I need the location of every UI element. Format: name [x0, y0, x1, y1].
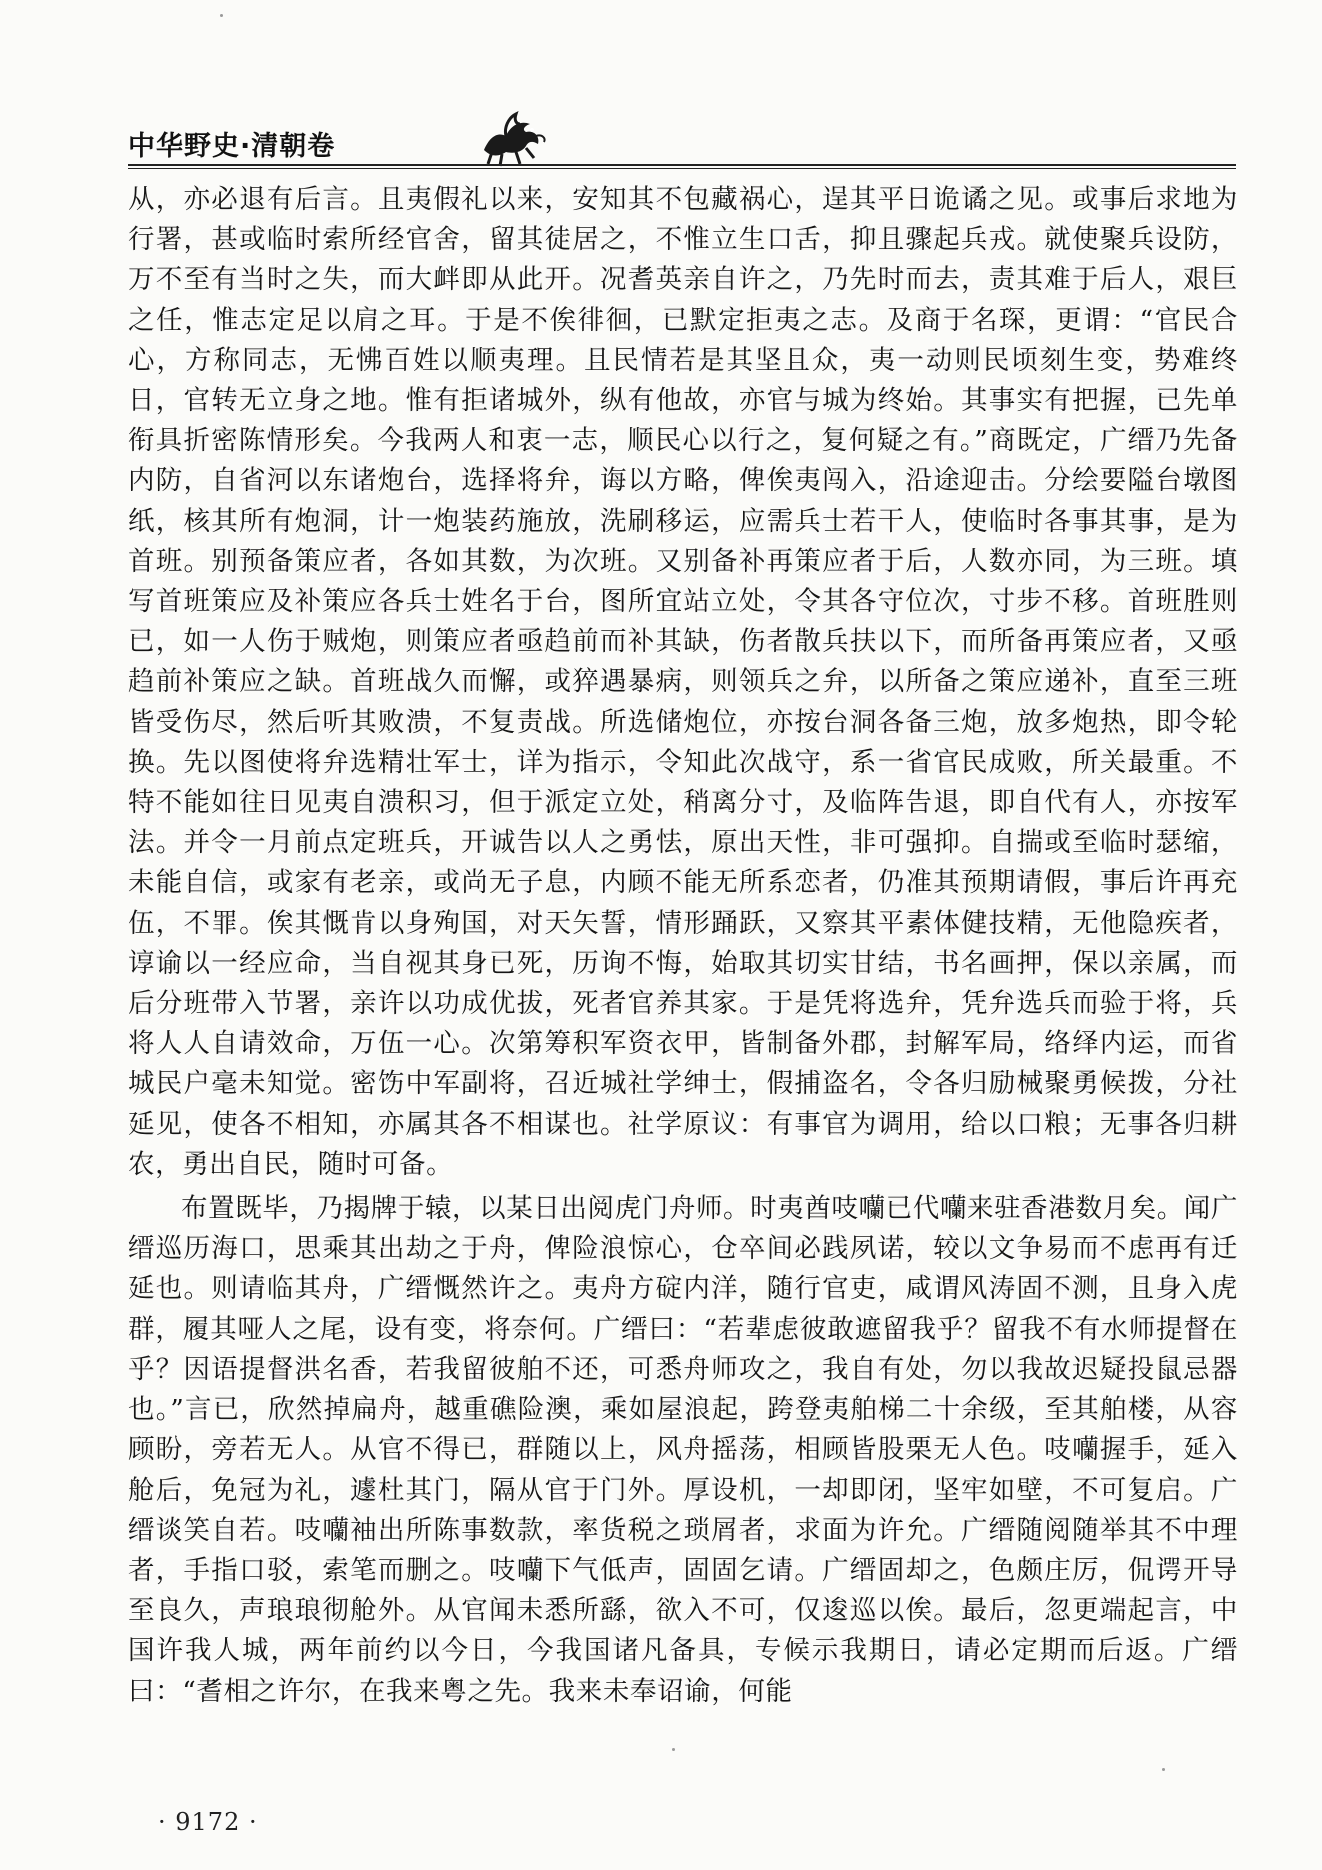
scan-speck — [220, 14, 223, 17]
header-rule — [128, 164, 1236, 169]
scan-speck — [1162, 1768, 1165, 1771]
scan-speck — [672, 1748, 675, 1751]
paragraph-continued: 从，亦必退有后言。且夷假礼以来，安知其不包藏祸心，逞其平日诡谲之见。或事后求地为行署，甚或临时索所经官舍，留其徒居之，不惟立生口舌，抑且骤起兵戎。就使聚兵设防，万不至有当时之失，而大衅即从此开。况耆英亲自许之，乃先时而去，责其难于后人，艰巨之任，惟志定足以肩之耳。于是不俟徘徊，已默定拒夷之志。及商于名琛，更谓：“官民合心，方称同志，无怫百姓以顺夷理。且民情若是其坚且众，夷一动则民顷刻生变，势难终日，官转无立身之地。惟有拒诸城外，纵有他故，亦官与城为终始。其事实有把握，已先单衔具折密陈情形矣。今我两人和衷一志，顺民心以行之，复何疑之有。”商既定，广缙乃先备内防，自省河以东诸炮台，选择将弁，诲以方略，俾俟夷闯入，沿途迎击。分绘要隘台墩图纸，核其所有炮洞，计一炮装药施放，洗刷移运，应需兵士若干人，使临时各事其事，是为首班。别预备策应者，各如其数，为次班。又别备补再策应者于后，人数亦同，为三班。填写首班策应及补策应各兵士姓名于台，图所宜站立处，令其各守位次，寸步不移。首班胜则已，如一人伤于贼炮，则策应者亟趋前而补其缺，伤者散兵扶以下，而所备再策应者，又亟趋前补策应之缺。首班战久而懈，或猝遇暴病，则领兵之弁，以所备之策应递补，直至三班皆受伤尽，然后听其败溃，不复责战。所选储炮位，亦按台洞各备三炮，放多炮热，即令轮换。先以图使将弁选精壮军士，详为指示，令知此次战守，系一省官民成败，所关最重。不特不能如往日见夷自溃积习，但于派定立处，稍离分寸，及临阵告退，即自代有人，亦按军法。并令一月前点定班兵，开诚告以人之勇怯，原出天性，非可强抑。自揣或至临时瑟缩，未能自信，或家有老亲，或尚无子息，内顾不能无所系恋者，仍准其预期请假，事后许再充伍，不罪。俟其慨肯以身殉国，对天矢誓，情形踊跃，又察其平素体健技精，无他隐疾者，谆谕以一经应命，当自视其身已死，历询不悔，始取其切实甘结，书名画押，保以亲属，而后分班带入节署，亲许以功成优拔，死者官养其家。于是凭将选弁，凭弁选兵而验于将，兵将人人自请效命，万伍一心。次第筹积军资衣甲，皆制备外郡，封解军局，络绎内运，而省城民户毫未知觉。密饬中军副将，召近城社学绅士，假捕盗名，令各归励械聚勇候拨，分社延见，使各不相知，亦属其各不相谋也。社学原议：有事官为调用，给以口粮；无事各归耕农，勇出自民，随时可备。 — [128, 184, 1238, 1180]
running-header — [128, 118, 1238, 166]
page-number: · 9172 · — [158, 1808, 258, 1836]
book-title: 中华野史·清朝卷 — [128, 131, 336, 162]
paragraph: 布置既毕，乃揭牌于辕，以某日出阅虎门舟师。时夷酋吱囒已代囒来驻香港数月矣。闻广缙巡历海口，思乘其出劫之于舟，俾险浪惊心，仓卒间必践夙诺，较以文争易而不虑再有迁延也。则请临其舟，广缙慨然许之。夷舟方碇内洋，随行官吏，咸谓风涛固不测，且身入虎群，履其哑人之尾，设有变，将奈何。广缙曰：“若辈虑彼敢遮留我乎？留我不有水师提督在乎？因语提督洪名香，若我留彼舶不还，可悉舟师攻之，我自有处，勿以我故迟疑投鼠忌器也。”言已，欣然掉扁舟，越重礁险澳，乘如屋浪起，跨登夷舶梯二十余级，至其舶楼，从容顾盼，旁若无人。从官不得已，群随以上，风舟摇荡，相顾皆股栗无人色。吱囒握手，延入舱后，免冠为礼，遽杜其门，隔从官于门外。厚设机，一却即闭，坚牢如壁，不可复启。广缙谈笑自若。吱囒袖出所陈事数款，率货税之琐屑者，求面为许允。广缙随阅随举其不中理者，手指口驳，索笔而删之。吱囒下气低声，固固乞请。广缙固却之，色颇庄厉，侃谔开导至良久，声琅琅彻舱外。从官闻未悉所繇，欲入不可，仅逡巡以俟。最后，忽更端起言，中国许我人城，两年前约以今日，今我国诸凡备具，专候示我期日，请必定期而后返。广缙曰：“耆相之许尔，在我来粤之先。我来未奉诏谕，何能 — [128, 1193, 1238, 1707]
main-text — [128, 180, 1238, 1712]
dragon-emblem-icon — [476, 106, 548, 168]
